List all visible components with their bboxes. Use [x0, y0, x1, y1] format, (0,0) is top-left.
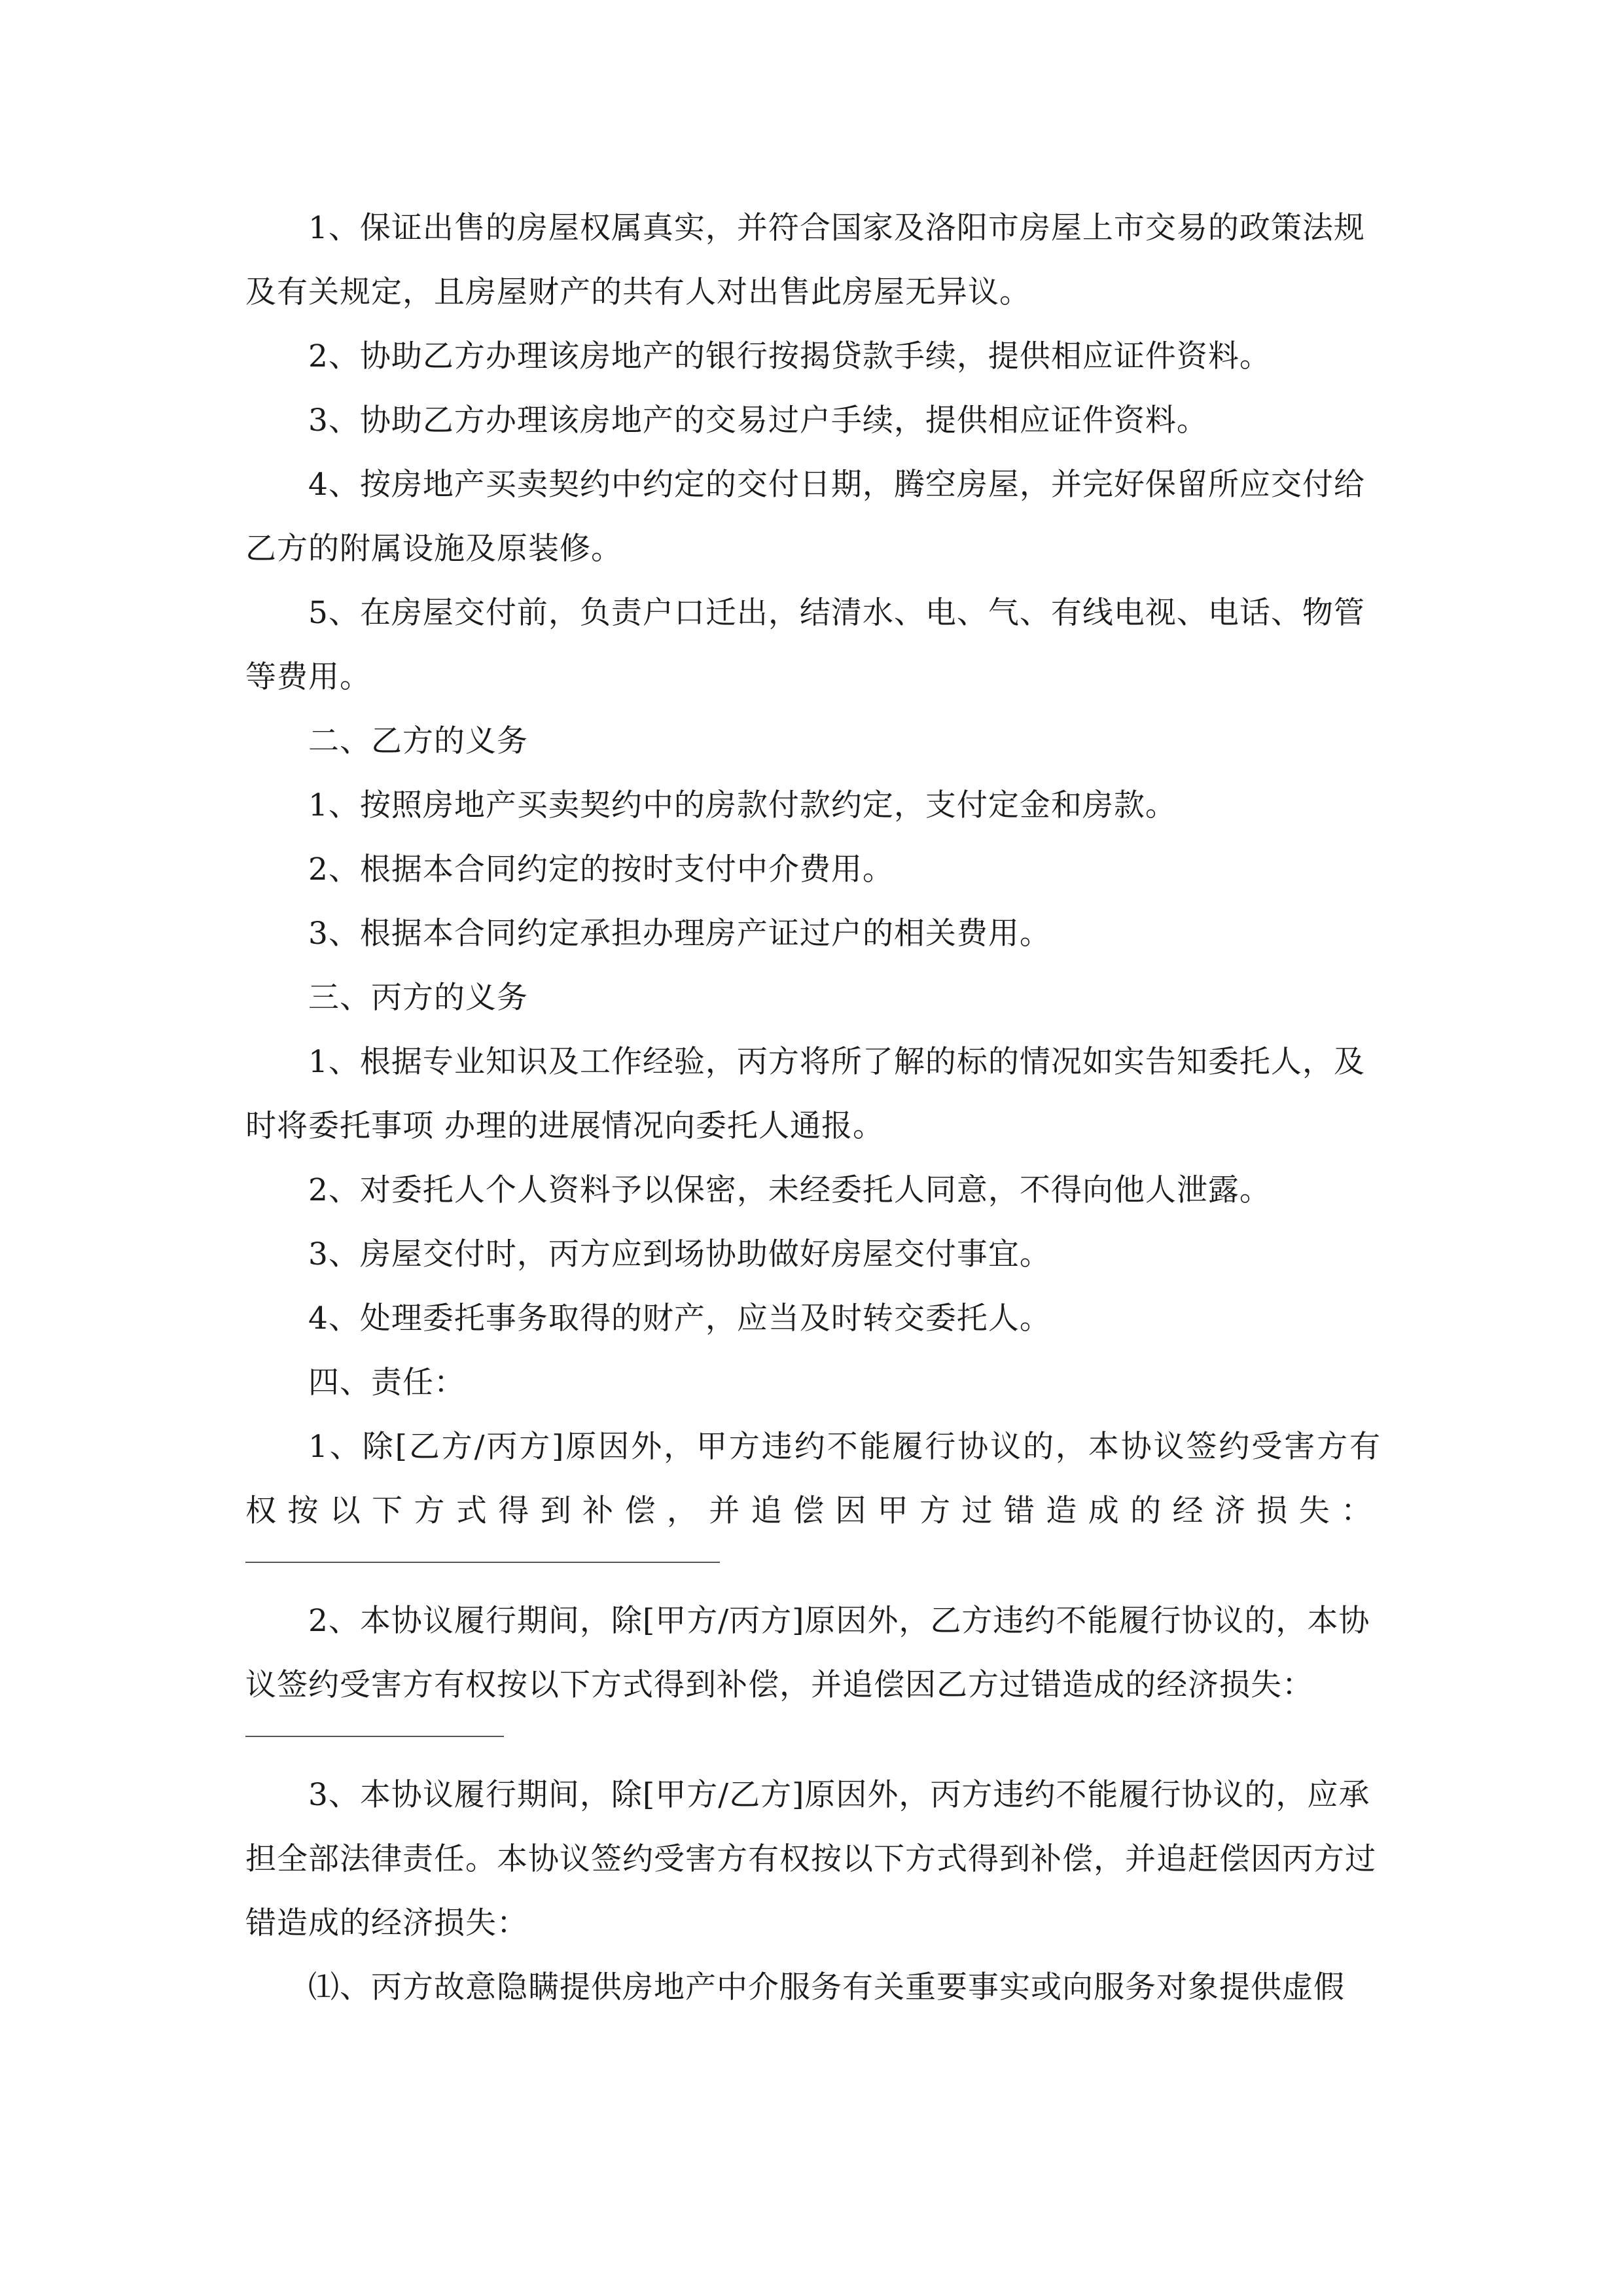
liability-heading: 四、责任： [308, 1365, 465, 1401]
seller-duty-5: 5、在房屋交付前，负责户口迁出，结清水、电、气、有线电视、电话、物管等费用。 [245, 595, 1365, 695]
agent-duty-3: 3、房屋交付时，丙方应到场协助做好房屋交付事宜。 [308, 1236, 1051, 1272]
seller-duty-1: 1、保证出售的房屋权属真实，并符合国家及洛阳市房屋上市交易的政策法规及有关规定，且房屋财产的共有人对出售此房屋无异议。 [245, 210, 1365, 310]
liability-1-line-1: 1、除[乙方/丙方]原因外，甲方违约不能履行协议的，本协议签约受害方有 [308, 1429, 1381, 1465]
agent-duty-2: 2、对委托人个人资料予以保密，未经委托人同意，不得向他人泄露。 [308, 1172, 1271, 1208]
liability-3-sub-1: ⑴、丙方故意隐瞒提供房地产中介服务有关重要事实或向服务对象提供虚假 [308, 1969, 1345, 2005]
agent-duty-4: 4、处理委托事务取得的财产，应当及时转交委托人。 [308, 1300, 1051, 1336]
liability-1-line-2: 权按以下方式得到补偿，并追偿因甲方过错造成的经济损失： [245, 1493, 1381, 1529]
seller-duty-3: 3、协助乙方办理该房地产的交易过户手续，提供相应证件资料。 [308, 403, 1208, 439]
fill-in-blank-line-1 [245, 1562, 720, 1563]
agent-duty-1: 1、根据专业知识及工作经验，丙方将所了解的标的情况如实告知委托人，及时将委托事项 办理的进展情况向委托人通报。 [245, 1044, 1365, 1144]
buyer-duty-3: 3、根据本合同约定承担办理房产证过户的相关费用。 [308, 916, 1051, 952]
buyer-duties-heading: 二、乙方的义务 [308, 723, 528, 759]
agent-duties-heading: 三、丙方的义务 [308, 980, 528, 1016]
document-body [245, 196, 1381, 2020]
buyer-duty-1: 1、按照房地产买卖契约中的房款付款约定，支付定金和房款。 [308, 787, 1177, 823]
liability-3: 3、本协议履行期间，除[甲方/乙方]原因外，丙方违约不能履行协议的，应承担全部法律责任。本协议签约受害方有权按以下方式得到补偿，并追赶偿因丙方过错造成的经济损失： [245, 1777, 1376, 1941]
seller-duty-4: 4、按房地产买卖契约中约定的交付日期，腾空房屋，并完好保留所应交付给乙方的附属设施及原装修。 [245, 467, 1365, 567]
seller-duty-2: 2、协助乙方办理该房地产的银行按揭贷款手续，提供相应证件资料。 [308, 338, 1271, 374]
liability-2: 2、本协议履行期间，除[甲方/丙方]原因外，乙方违约不能履行协议的，本协议签约受害方有权按以下方式得到补偿，并追偿因乙方过错造成的经济损失： [245, 1603, 1370, 1703]
fill-in-blank-line-2 [245, 1736, 504, 1737]
buyer-duty-2: 2、根据本合同约定的按时支付中介费用。 [308, 852, 894, 888]
